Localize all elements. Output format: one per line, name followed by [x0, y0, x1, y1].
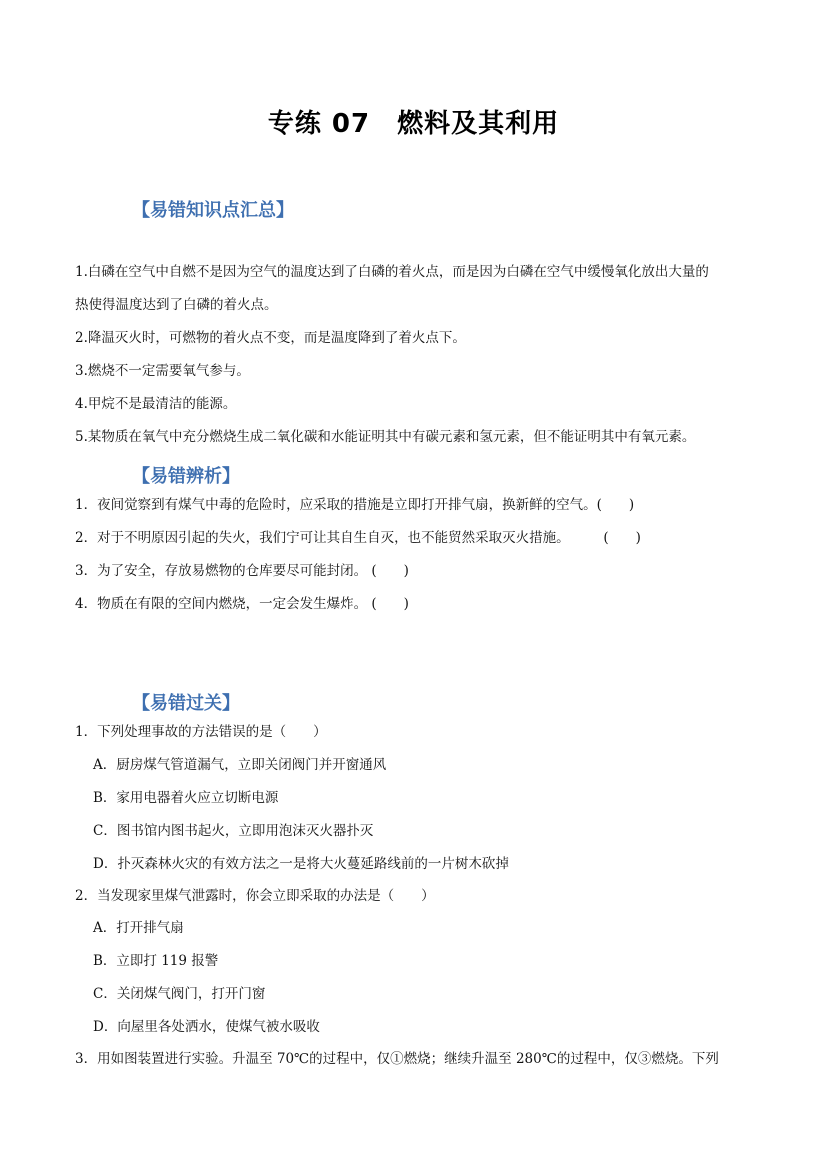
question-stem-1: 1．下列处理事故的方法错误的是（ ）	[75, 724, 327, 740]
question-1-option: C．图书馆内图书起火，立即用泡沫灭火器扑灭	[93, 823, 374, 839]
section-heading-summary: 【易错知识点汇总】	[132, 200, 294, 221]
analysis-item: 3．为了安全，存放易燃物的仓库要尽可能封闭。 ( )	[75, 563, 409, 579]
summary-line: 热使得温度达到了白磷的着火点。	[75, 297, 278, 313]
analysis-item: 1．夜间觉察到有煤气中毒的危险时，应采取的措施是立即打开排气扇，换新鲜的空气。( )	[75, 497, 635, 513]
summary-line: 1.白磷在空气中自燃不是因为空气的温度达到了白磷的着火点，而是因为白磷在空气中缓慢氧化放出大量的	[75, 264, 709, 280]
page-title: 专练 07 燃料及其利用	[267, 109, 560, 139]
question-2-option: B．立即打 119 报警	[93, 953, 219, 969]
question-1-option: B．家用电器着火应立切断电源	[93, 790, 279, 806]
summary-line: 2.降温灭火时，可燃物的着火点不变，而是温度降到了着火点下。	[75, 330, 466, 346]
question-stem-2: 2．当发现家里煤气泄露时，你会立即采取的办法是（ ）	[75, 888, 435, 904]
summary-line: 3.燃烧不一定需要氧气参与。	[75, 363, 250, 379]
analysis-item: 4．物质在有限的空间内燃烧，一定会发生爆炸。 ( )	[75, 596, 409, 612]
summary-line: 4.甲烷不是最清洁的能源。	[75, 396, 237, 412]
question-stem-3: 3．用如图装置进行实验。升温至 70℃的过程中，仅①燃烧；继续升温至 280℃的过程中，仅③燃烧。下列	[75, 1051, 719, 1067]
question-2-option: C．关闭煤气阀门，打开门窗	[93, 986, 266, 1002]
summary-line: 5.某物质在氧气中充分燃烧生成二氧化碳和水能证明其中有碳元素和氢元素，但不能证明其中有氧元素。	[75, 429, 696, 445]
question-1-option: A．厨房煤气管道漏气，立即关闭阀门并开窗通风	[93, 757, 387, 773]
section-heading-practice: 【易错过关】	[132, 693, 240, 714]
section-heading-analysis: 【易错辨析】	[132, 466, 240, 487]
analysis-item: 2．对于不明原因引起的失火，我们宁可让其自生自灭，也不能贸然采取灭火措施。 ( )	[75, 530, 641, 546]
question-1-option: D．扑灭森林火灾的有效方法之一是将大火蔓延路线前的一片树木砍掉	[93, 856, 509, 872]
question-2-option: A．打开排气扇	[93, 920, 184, 936]
question-2-option: D．向屋里各处洒水，使煤气被水吸收	[93, 1019, 320, 1035]
